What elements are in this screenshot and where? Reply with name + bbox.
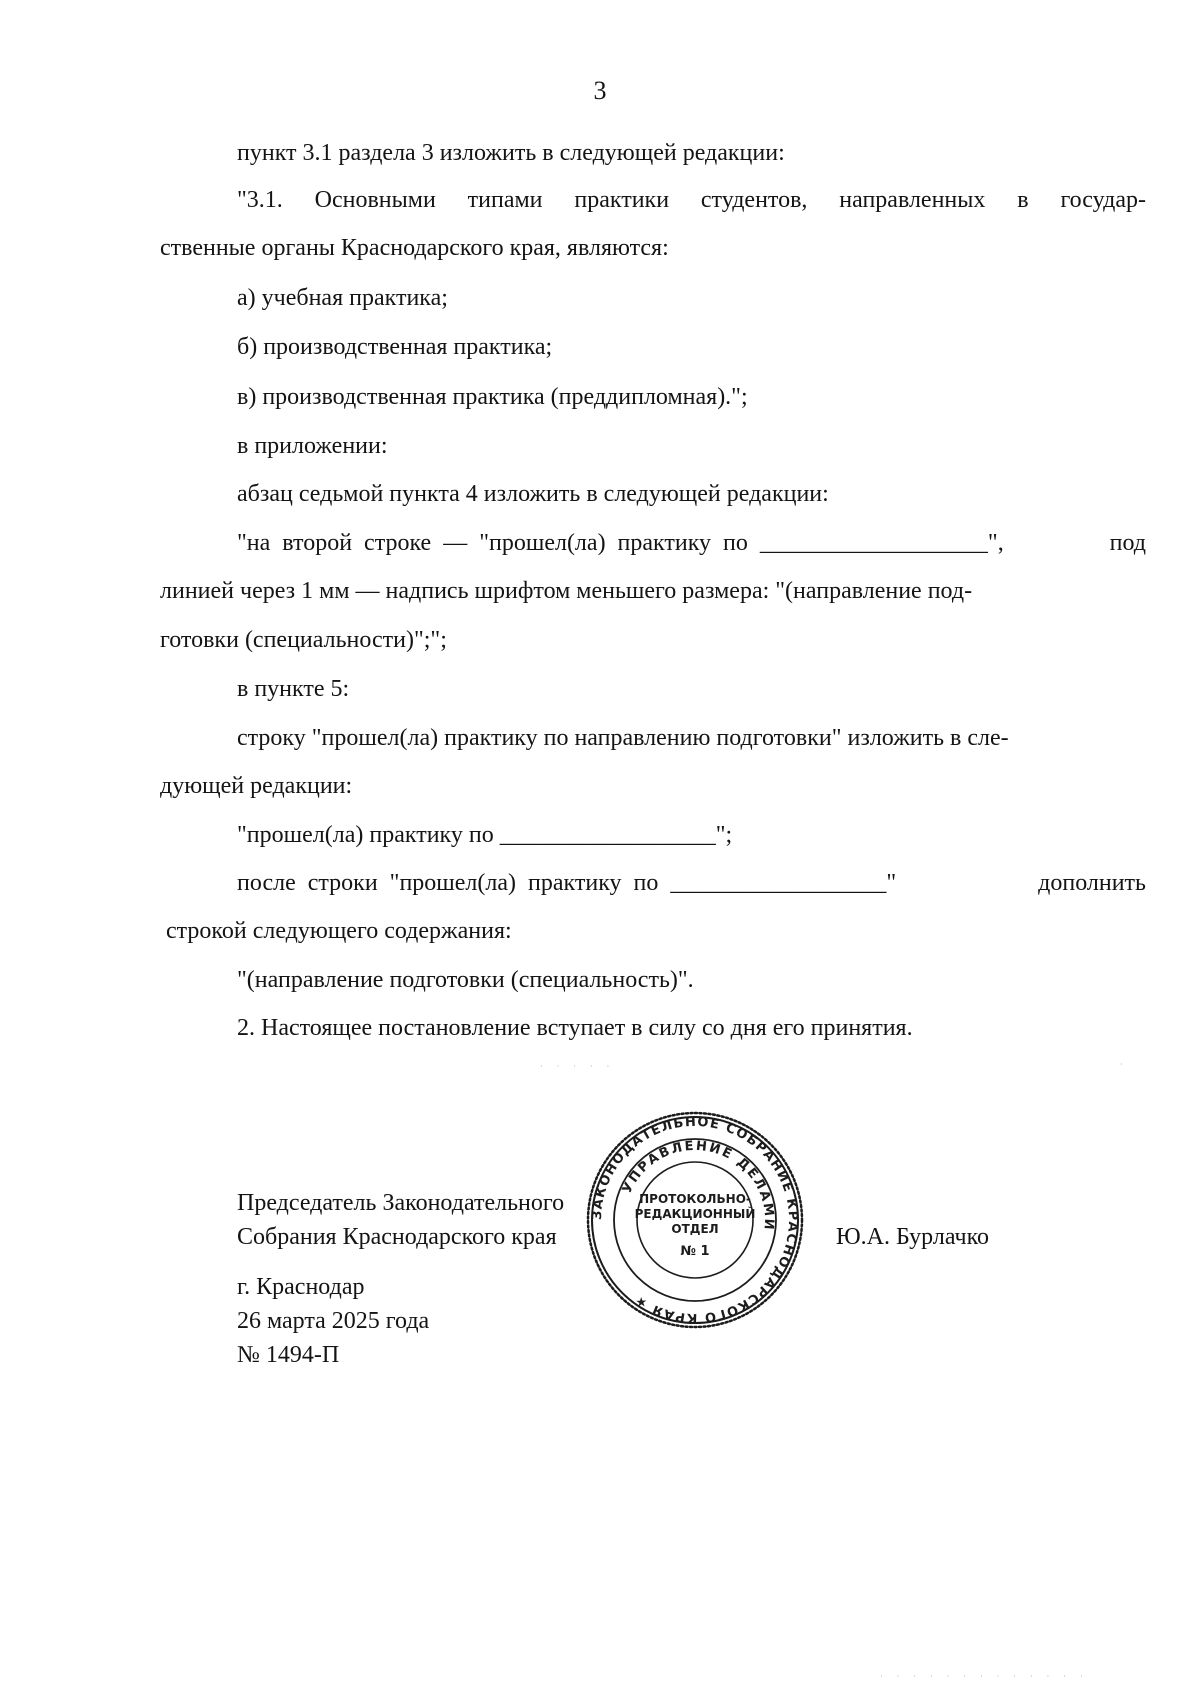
city: г. Краснодар — [237, 1274, 365, 1300]
page-number: 3 — [593, 76, 607, 105]
scan-noise: · · · · · — [540, 1062, 616, 1071]
paragraph-text: дополнить — [1038, 870, 1146, 896]
paragraph-second-line-3: готовки (специальности)";"; — [160, 627, 447, 653]
paragraph-text: под — [1109, 530, 1146, 556]
stamp-center-line-2: РЕДАКЦИОННЫЙ — [634, 1207, 756, 1221]
date: 26 марта 2025 года — [237, 1308, 430, 1334]
paragraph-1: пункт 3.1 раздела 3 изложить в следующей редакции: — [237, 140, 785, 166]
paragraph-2-line-1 — [237, 185, 1146, 215]
paragraph-2-line-2: ственные органы Краснодарского края, являются: — [160, 235, 669, 261]
paragraph-second-line-2: линией через 1 мм — надпись шрифтом меньшего размера: "(направление под- — [160, 578, 973, 604]
paragraph-text: после строки "прошел(ла) практику по __________________" — [237, 870, 897, 896]
official-stamp — [585, 1110, 805, 1330]
word: направленных — [839, 187, 986, 213]
word: студентов, — [700, 187, 808, 213]
stamp-inner-ring-text: УПРАВЛЕНИЕ ДЕЛАМИ — [619, 1138, 777, 1232]
paragraph-seventh: абзац седьмой пункта 4 изложить в следующей редакции: — [237, 481, 829, 507]
signatory-title-line-1: Председатель Законодательного — [237, 1190, 565, 1216]
stamp-center-line-1: ПРОТОКОЛЬНО- — [639, 1192, 751, 1206]
paragraph-line1-cont: дующей редакции: — [160, 773, 353, 799]
stamp-outer-text: ЗАКОНОДАТЕЛЬНОЕ СОБРАНИЕ КРАСНОДАРСКОГО КРАЯ ★ — [589, 1114, 801, 1326]
word: типами — [467, 187, 543, 213]
paragraph-after-cont: строкой следующего содержания: — [166, 918, 512, 944]
list-item-c: в) производственная практика (преддипломная)."; — [237, 384, 748, 410]
paragraph-text: "на второй строке — "прошел(ла) практику по ___________________", — [237, 530, 1004, 556]
paragraph-quote: "прошел(ла) практику по __________________"; — [237, 822, 733, 848]
paragraph-final: 2. Настоящее постановление вступает в силу со дня его принятия. — [237, 1015, 913, 1041]
paragraph-point5: в пункте 5: — [237, 676, 350, 702]
signatory-title-line-2: Собрания Краснодарского края — [237, 1224, 557, 1250]
stamp-center-line-4: № 1 — [680, 1244, 710, 1259]
word: практики — [574, 187, 670, 213]
list-item-b: б) производственная практика; — [237, 334, 553, 360]
list-item-a: а) учебная практика; — [237, 285, 448, 311]
paragraph-line1: строку "прошел(ла) практику по направлению подготовки" изложить в сле- — [237, 725, 1009, 751]
paragraph-after-line — [237, 868, 1146, 898]
document-number: № 1494-П — [237, 1342, 340, 1368]
word: Основными — [314, 187, 436, 213]
paragraph-second-line — [237, 528, 1146, 558]
signatory-name: Ю.А. Бурлачко — [836, 1224, 990, 1250]
paragraph-annex: в приложении: — [237, 433, 388, 459]
paragraph-direction: "(направление подготовки (специальность)". — [237, 967, 694, 993]
scan-noise: · · · · · · · · · · · · · — [880, 1672, 1089, 1681]
scan-noise: · — [1120, 1060, 1129, 1069]
word: в — [1017, 187, 1029, 213]
word: "3.1. — [237, 187, 283, 213]
stamp-center-line-3: ОТДЕЛ — [671, 1222, 719, 1236]
word: государ- — [1060, 187, 1146, 213]
